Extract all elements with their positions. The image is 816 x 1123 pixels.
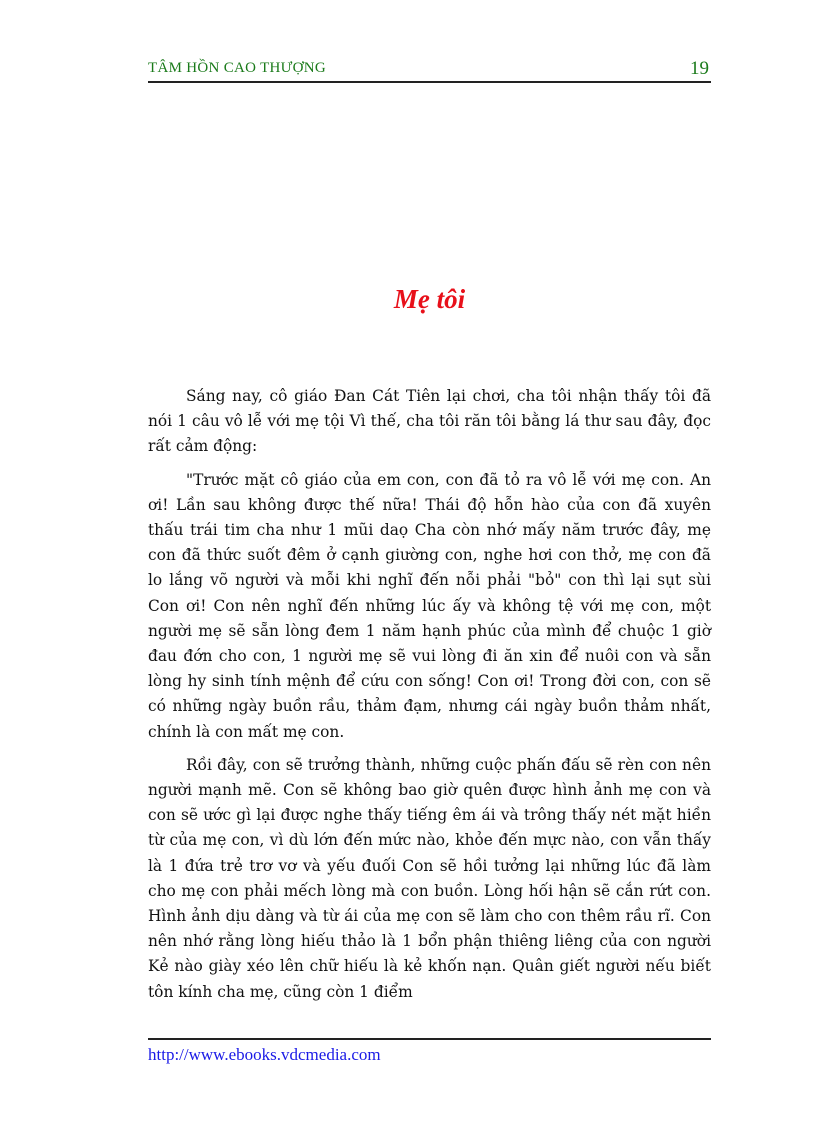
running-header <box>148 60 711 82</box>
body-text <box>148 384 711 1013</box>
header-divider <box>148 81 711 83</box>
paragraph: Rồi đây, con sẽ trưởng thành, những cuộc phấn đấu sẽ rèn con nên người mạnh mẽ. Con sẽ không bao giờ quên được hình ảnh mẹ con và con sẽ ước gì lại được nghe thấy tiếng êm ái và trông thấy nét mặt hiền từ của mẹ con, vì dù lớn đến mức nào, khỏe đến mực nào, con vẫn thấy là 1 đứa trẻ trơ vơ và yếu đuối Con sẽ hồi tưởng lại những lúc đã làm cho mẹ con phải mếch lòng mà con buồn. Lòng hối hận sẽ cắn rứt con. Hình ảnh dịu dàng và từ ái của mẹ con sẽ làm cho con thêm rầu rĩ. Con nên nhớ rằng lòng hiếu thảo là 1 bổn phận thiêng liêng của con người Kẻ nào giày xéo lên chữ hiếu là kẻ khốn nạn. Quân giết người nếu biết tôn kính cha mẹ, cũng còn 1 điểm <box>148 755 711 1001</box>
book-title: TÂM HỒN CAO THƯỢNG <box>148 60 327 76</box>
paragraph: "Trước mặt cô giáo của em con, con đã tỏ ra vô lễ với mẹ con. An ơi! Lần sau không được thế nữa! Thái độ hỗn hào của con đã xuyên thấu trái tim cha như 1 mũi daọ Cha còn nhớ mấy năm trước đây, mẹ con đã thức suốt đêm ở cạnh giường con, nghe hơi con thở, mẹ con đã lo lắng võ người và mỗi khi nghĩ đến nỗi phải "bỏ" con thì lại sụt sùi Con ơi! Con nên nghĩ đến những lúc ấy và không tệ với mẹ con, một người mẹ sẽ sẵn lòng đem 1 năm hạnh phúc của mình để chuộc 1 giờ đau đớn cho con, 1 người mẹ sẽ vui lòng đi ăn xin để nuôi con và sẵn lòng hy sinh tính mệnh để cứu con sống! Con ơi! Trong đời con, con sẽ có những ngày buồn rầu, thảm đạm, nhưng cái ngày buồn thảm nhất, chính là con mất mẹ con. <box>148 470 711 741</box>
chapter-title: Mẹ tôi <box>393 284 466 314</box>
paragraph: Sáng nay, cô giáo Đan Cát Tiên lại chơi, cha tôi nhận thấy tôi đã nói 1 câu vô lễ với mẹ tội Vì thế, cha tôi răn tôi bằng lá thư sau đây, đọc rất cảm động: <box>148 387 711 456</box>
page-number: 19 <box>690 58 709 79</box>
footer-url-link[interactable]: http://www.ebooks.vdcmedia.com <box>148 1045 381 1064</box>
footer-divider <box>148 1038 711 1040</box>
